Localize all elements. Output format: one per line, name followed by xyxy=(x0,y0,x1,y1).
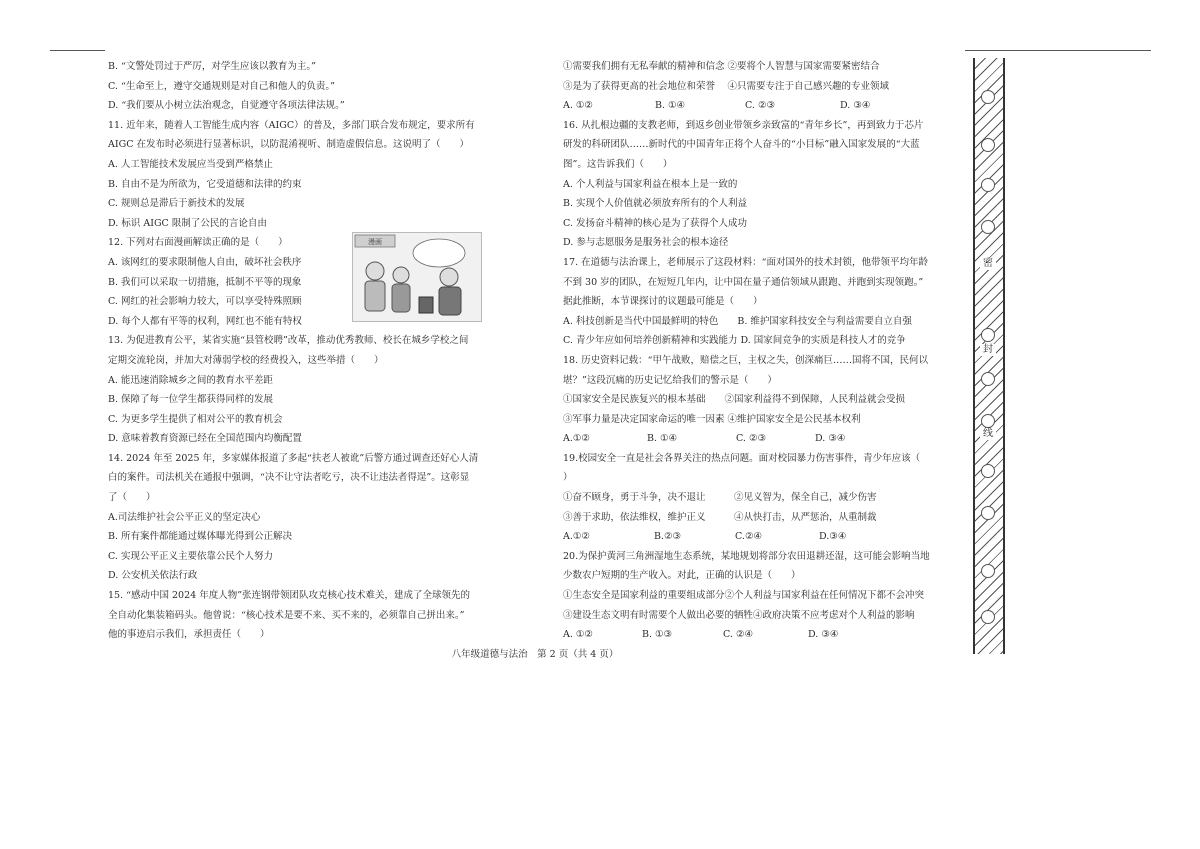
binding-circle xyxy=(981,464,995,478)
text-line: D. 标识 AIGC 限制了公民的言论自由 xyxy=(108,217,267,229)
text-line: 图”。这告诉我们（ ） xyxy=(563,158,673,170)
page-footer: 八年级道德与法治 第 2 页（共 4 页） xyxy=(451,649,619,660)
text-line: 16. 从扎根边疆的支教老师，到返乡创业带领乡亲致富的“青年乡长”，再到致力于芯片 xyxy=(563,119,924,131)
binding-circle xyxy=(981,328,995,342)
text-line: ①生态安全是国家利益的重要组成部分②个人利益与国家利益在任何情况下都不会冲突 xyxy=(563,590,925,602)
header-rule-right xyxy=(965,50,1151,51)
text-line: 他的事迹启示我们，承担责任（ ） xyxy=(108,629,270,641)
header-rule-left xyxy=(50,50,105,51)
text-line: D. 每个人都有平等的权利，网红也不能有特权 xyxy=(108,315,302,327)
text-line: 据此推断，本节课探讨的议题最可能是（ ） xyxy=(563,296,763,308)
cartoon-image xyxy=(352,232,482,322)
answer-option: B. ①④ xyxy=(655,100,686,112)
text-line: 19.校园安全一直是社会各界关注的热点问题。面对校园暴力伤害事件，青少年应该（ xyxy=(563,452,921,464)
answer-option: B. ①④ xyxy=(647,433,678,445)
cartoon-label: 漫画 xyxy=(368,238,382,246)
answer-option: C. ②④ xyxy=(723,629,754,641)
text-line: 17. 在道德与法治课上，老师展示了这段材料：“面对国外的技术封锁，他带领平均年龄 xyxy=(563,256,928,268)
answer-option: A. ①② xyxy=(563,100,593,112)
text-line: 14. 2024 年至 2025 年，多家媒体报道了多起“扶老人被讹”后警方通过调查还好心人清 xyxy=(108,452,479,464)
answer-option: C. ②③ xyxy=(745,100,776,112)
right-column xyxy=(563,57,963,645)
answer-option: A.①② xyxy=(563,531,590,543)
left-column xyxy=(108,57,498,645)
answer-option: A. ①② xyxy=(563,629,593,641)
binding-circle xyxy=(981,564,995,578)
binding-circle xyxy=(981,220,995,234)
text-line: A. 能迅速消除城乡之间的教育水平差距 xyxy=(108,374,273,386)
cartoon-drawing xyxy=(353,233,481,321)
answer-option: A.①② xyxy=(563,433,590,445)
option-row xyxy=(563,429,963,449)
text-line: B. “文警处罚过于严厉，对学生应该以教育为主。” xyxy=(108,61,316,72)
binding-circle xyxy=(981,414,995,428)
binding-circle xyxy=(981,372,995,386)
answer-option: C.②④ xyxy=(735,531,762,543)
text-line: AIGC 在发布时必须进行显著标识，以防混淆视听、制造虚假信息。这说明了（ ） xyxy=(108,139,469,151)
binding-word: 线 xyxy=(980,428,996,440)
text-line: D. “我们要从小树立法治观念，自觉遵守各项法律法规。” xyxy=(108,100,345,112)
text-line: 18. 历史资料记载：“甲午战败，赔偿之巨，主权之失，创深痛巨……国将不国，民何以 xyxy=(563,354,928,366)
text-line: A. 人工智能技术发展应当受到严格禁止 xyxy=(108,158,273,170)
option-row xyxy=(563,625,963,645)
text-line: 了（ ） xyxy=(108,492,156,504)
text-line: 少数农户短期的生产收入。对此，正确的认识是（ ） xyxy=(563,570,801,582)
text-line: B. 实现个人价值就必须放弃所有的个人利益 xyxy=(563,198,748,210)
text-line: 15. “感动中国 2024 年度人物”张连钢带领团队攻克核心技术难关，建成了全球领先的 xyxy=(108,590,471,602)
answer-option: B.②③ xyxy=(654,531,682,543)
binding-margin xyxy=(973,58,1005,654)
text-line: 11. 近年来，随着人工智能生成内容（AIGC）的普及，多部门联合发布规定，要求所有 xyxy=(108,119,475,131)
answer-option: D. ③④ xyxy=(815,433,846,445)
text-line: 13. 为促进教育公平，某省实施“县管校聘”改革，推动优秀教师、校长在城乡学校之间 xyxy=(108,335,469,347)
binding-word: 密 xyxy=(980,258,996,270)
text-line: B. 我们可以采取一切措施，抵制不平等的现象 xyxy=(108,276,302,288)
text-line: B. 自由不是为所欲为，它受道德和法律的约束 xyxy=(108,178,302,190)
text-line: D. 意味着教育资源已经在全国范围内均衡配置 xyxy=(108,433,302,445)
text-line: 堪？”这段沉痛的历史记忆给我们的警示是（ ） xyxy=(563,374,777,386)
text-line: 定期交流轮岗，并加大对薄弱学校的经费投入，这些举措（ ） xyxy=(108,354,384,366)
text-line: C. 青少年应如何培养创新精神和实践能力 D. 国家间竞争的实质是科技人才的竞争 xyxy=(563,335,906,347)
option-row xyxy=(563,96,963,116)
text-line: ） xyxy=(563,472,573,484)
binding-circle xyxy=(981,138,995,152)
binding-circle xyxy=(981,506,995,520)
binding-circle xyxy=(981,178,995,192)
text-line: B. 所有案件都能通过媒体曝光得到公正解决 xyxy=(108,531,293,543)
answer-option: C. ②③ xyxy=(736,433,767,445)
text-line: A. 科技创新是当代中国最鲜明的特色 B. 维护国家科技安全与利益需要自立自强 xyxy=(563,315,912,327)
binding-circle xyxy=(981,610,995,624)
text-line: A. 该网红的要求限制他人自由，破坏社会秩序 xyxy=(108,256,302,268)
binding-circle xyxy=(981,90,995,104)
text-line: C. “生命至上，遵守交通规则是对自己和他人的负责。” xyxy=(108,80,335,92)
text-line: D. 公安机关依法行政 xyxy=(108,570,198,582)
text-line: B. 保障了每一位学生都获得同样的发展 xyxy=(108,394,274,406)
text-line: 研发的科研团队……新时代的中国青年正将个人奋斗的“小目标”融入国家发展的“大蓝 xyxy=(563,139,920,151)
text-line: 全自动化集装箱码头。他曾说：“核心技术是要不来、买不来的，必须靠自己拼出来。” xyxy=(108,609,465,621)
text-line: 白的案件。司法机关在通报中强调，“决不让守法者吃亏，决不让违法者得逞”。这彰显 xyxy=(108,472,470,484)
text-line: 不到 30 岁的团队，在短短几年内，让中国在量子通信领域从跟跑、并跑到实现领跑。” xyxy=(563,276,924,288)
binding-word: 封 xyxy=(980,344,996,356)
text-line: ①奋不顾身，勇于斗争，决不退让 ②见义智为，保全自己，减少伤害 xyxy=(563,492,877,504)
text-line: C. 规则总是滞后于新技术的发展 xyxy=(108,198,245,210)
answer-option: D. ③④ xyxy=(808,629,839,641)
text-line: 12. 下列对右面漫画解读正确的是（ ） xyxy=(108,237,288,249)
text-line: ③善于求助，依法维权，维护正义 ④从快打击，从严惩治，从重制裁 xyxy=(563,511,877,523)
text-line: ③是为了获得更高的社会地位和荣誉 ④只需要专注于自己感兴趣的专业领域 xyxy=(563,80,890,92)
text-line: ①国家安全是民族复兴的根本基础 ②国家利益得不到保障，人民利益就会受损 xyxy=(563,394,906,406)
answer-option: D.③④ xyxy=(819,531,847,543)
text-line: C. 实现公平正义主要依靠公民个人努力 xyxy=(108,550,273,562)
text-line: C. 网红的社会影响力较大，可以享受特殊照顾 xyxy=(108,296,302,308)
text-line: C. 发扬奋斗精神的核心是为了获得个人成功 xyxy=(563,217,747,229)
option-row xyxy=(563,527,963,547)
text-line: 20.为保护黄河三角洲湿地生态系统，某地规划将部分农田退耕还湿，这可能会影响当地 xyxy=(563,550,930,562)
text-line: D. 参与志愿服务是服务社会的根本途径 xyxy=(563,237,729,249)
answer-option: B. ①③ xyxy=(642,629,673,641)
text-line: ③军事力量是决定国家命运的唯一因素 ④维护国家安全是公民基本权利 xyxy=(563,413,861,425)
text-line: ①需要我们拥有无私奉献的精神和信念 ②要将个人智慧与国家需要紧密结合 xyxy=(563,61,880,72)
text-line: A. 个人利益与国家利益在根本上是一致的 xyxy=(563,178,738,190)
text-line: ③建设生态文明有时需要个人做出必要的牺牲④政府决策不应考虑对个人利益的影响 xyxy=(563,609,915,621)
text-line: C. 为更多学生提供了相对公平的教育机会 xyxy=(108,413,283,425)
answer-option: D. ③④ xyxy=(840,100,871,112)
text-line: A.司法维护社会公平正义的坚定决心 xyxy=(108,511,261,523)
